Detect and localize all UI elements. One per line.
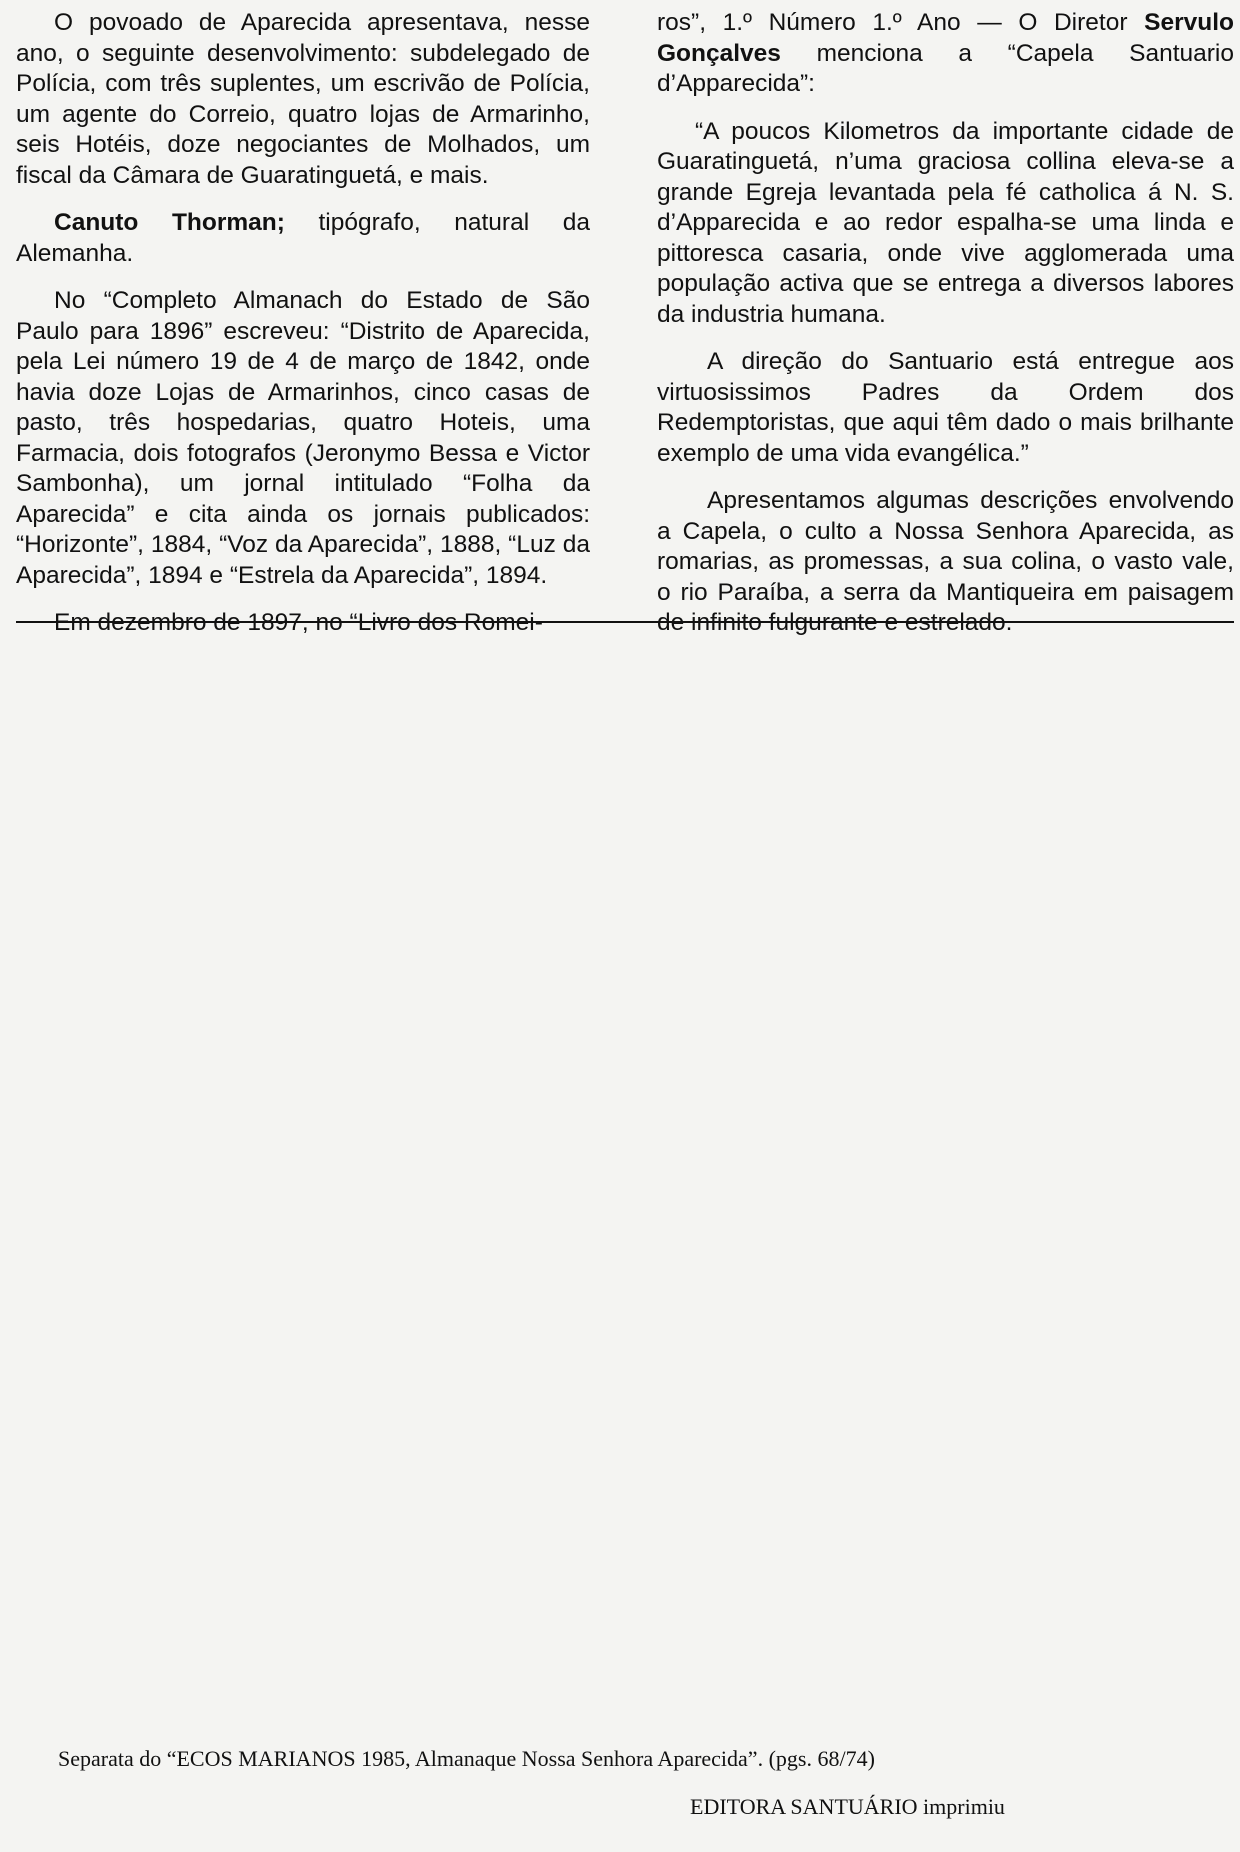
- bold-name: Servulo Gonçalves: [657, 9, 1234, 67]
- bold-name: Canuto Thorman;: [54, 209, 285, 236]
- paragraph: No “Completo Almanach do Estado de São Paulo para 1896” escreveu: “Distrito de Aparecida, pela Lei número 19 de 4 de março de 1842, onde havia doze Lojas de Armarinhos, cinco casas de pasto, três hospedarias, quatro Hoteis, uma Farmacia, dois fotografos (Jeronymo Bessa e Victor Sambonha), um jornal intitulado “Folha da Aparecida” e cita ainda os jornais publicados: “Horizonte”, 1884, “Voz da Aparecida”, 1888, “Luz da Aparecida”, 1894 e “Estrela da Aparecida”, 1894.: [16, 287, 590, 589]
- left-column: [16, 8, 590, 656]
- quotation-paragraph: “A poucos Kilometros da importante cidade de Guaratinguetá, n’uma graciosa collina eleva-se a grande Egreja levantada pela fé catholica á N. S. d’Apparecida e ao redor espalha-se uma linda e pittoresca casaria, onde vive agglomerada uma população activa que se entrega a diversos labores da industria humana.: [657, 117, 1234, 328]
- horizontal-divider: [16, 621, 1234, 623]
- paragraph: Apresentamos algumas descrições envolvendo a Capela, o culto a Nossa Senhora Aparecida, as romarias, as promessas, a sua colina, o vasto vale, o rio Paraíba, a serra da Mantiqueira em paisagem de infinito fulgurante e estrelado.: [657, 487, 1234, 636]
- paragraph: O povoado de Aparecida apresentava, nesse ano, o seguinte desenvolvimento: subdelegado de Polícia, com três suplentes, um escrivão de Polícia, um agente do Correio, quatro lojas de Armarinho, seis Hotéis, doze negociantes de Molhados, um fiscal da Câmara de Guaratinguetá, e mais.: [16, 9, 590, 189]
- source-note: Separata do “ECOS MARIANOS 1985, Almanaque Nossa Senhora Aparecida”. (pgs. 68/74): [58, 1746, 875, 1771]
- publisher-imprint: EDITORA SANTUÁRIO imprimiu: [690, 1794, 1005, 1819]
- right-column: [657, 8, 1234, 656]
- paragraph-text: ros”, 1.º Número 1.º Ano — O Diretor: [657, 9, 1145, 36]
- paragraph: A direção do Santuario está entregue aos virtuosissimos Padres da Ordem dos Redemptoristas, que aqui têm dado o mais brilhante exemplo de uma vida evangélica.”: [657, 348, 1234, 467]
- paragraph-text: menciona a “Capela Santuario d’Apparecida”:: [657, 39, 1234, 97]
- paragraph: [16, 208, 590, 269]
- paragraph-text: tipógrafo, natural da Alemanha.: [16, 209, 590, 267]
- paragraph: Em dezembro de 1897, no “Livro dos Romei-: [54, 609, 543, 636]
- paragraph: [657, 8, 1234, 100]
